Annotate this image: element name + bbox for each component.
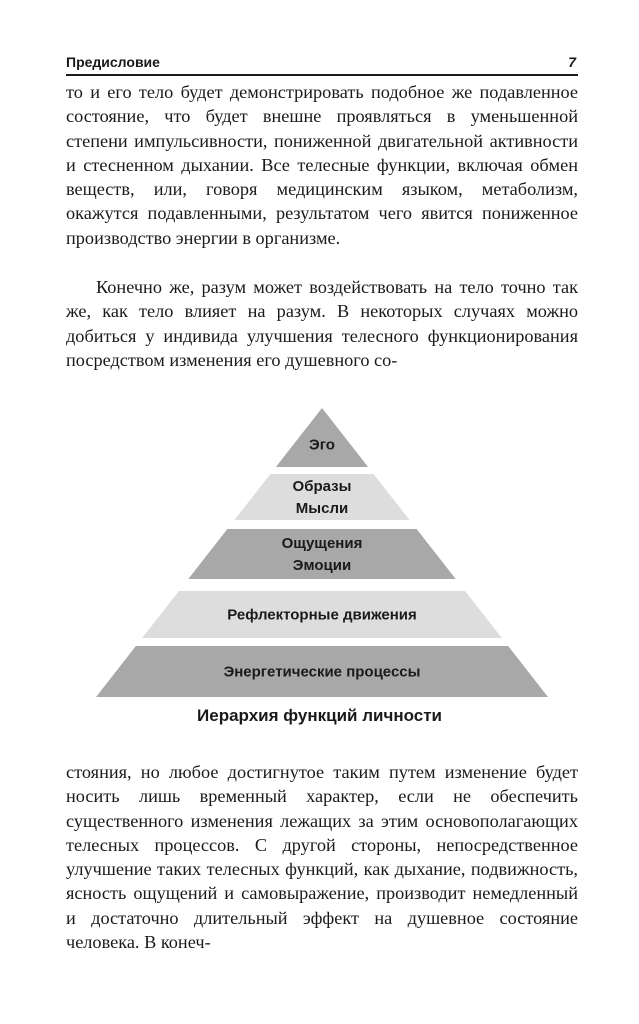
pyramid-label-ego: Эго (309, 436, 335, 454)
pyramid-label-sensations-emotions: Эмоции (292, 557, 352, 574)
paragraph-1: то и его тело будет демонстрировать подобное же подавленное состояние, что будет внешне проявляться в уменьшенной степени импульсивности, пониженной двигательной активности и стесненном дыхании. Все телесные функции, включая обмен веществ, или, говоря медицинским языком, метаболизм, окажутся подавленными, результатом чего явится пониженное производство энергии в организме. (66, 82, 578, 248)
paragraph-3: стояния, но любое достигнутое таким путем изменение будет носить лишь временный характер, если не обеспечить существенного изменения лежащих за этим основополагающих телесных процессов. С другой стороны, непосредственное улучшение таких телесных функций, как дыхание, подвижность, ясность ощущений и самовыражение, производит немедленный и достаточно длительный эффект на душевное состояние человека. В конеч- (66, 762, 578, 953)
pyramid-label-images-thoughts: Образы (292, 478, 352, 495)
pyramid-label-reflex-movements: Рефлекторные движения (227, 606, 417, 624)
chapter-title: Предисловие (66, 54, 160, 70)
page-number: 7 (568, 54, 576, 70)
running-header (66, 52, 578, 76)
pyramid-diagram (0, 400, 639, 740)
paragraph-2: Конечно же, разум может воздействовать на тело точно так же, как тело влияет на разум. В некоторых случаях можно добиться у индивида улучшения телесного функционирования посредством изменения его душевного со- (66, 277, 578, 370)
pyramid-label-sensations-emotions: Ощущения (281, 535, 363, 552)
figure-caption: Иерархия функций личности (197, 706, 442, 725)
pyramid-label-energy-processes: Энергетические процессы (223, 663, 421, 681)
pyramid-label-images-thoughts: Мысли (295, 500, 349, 517)
